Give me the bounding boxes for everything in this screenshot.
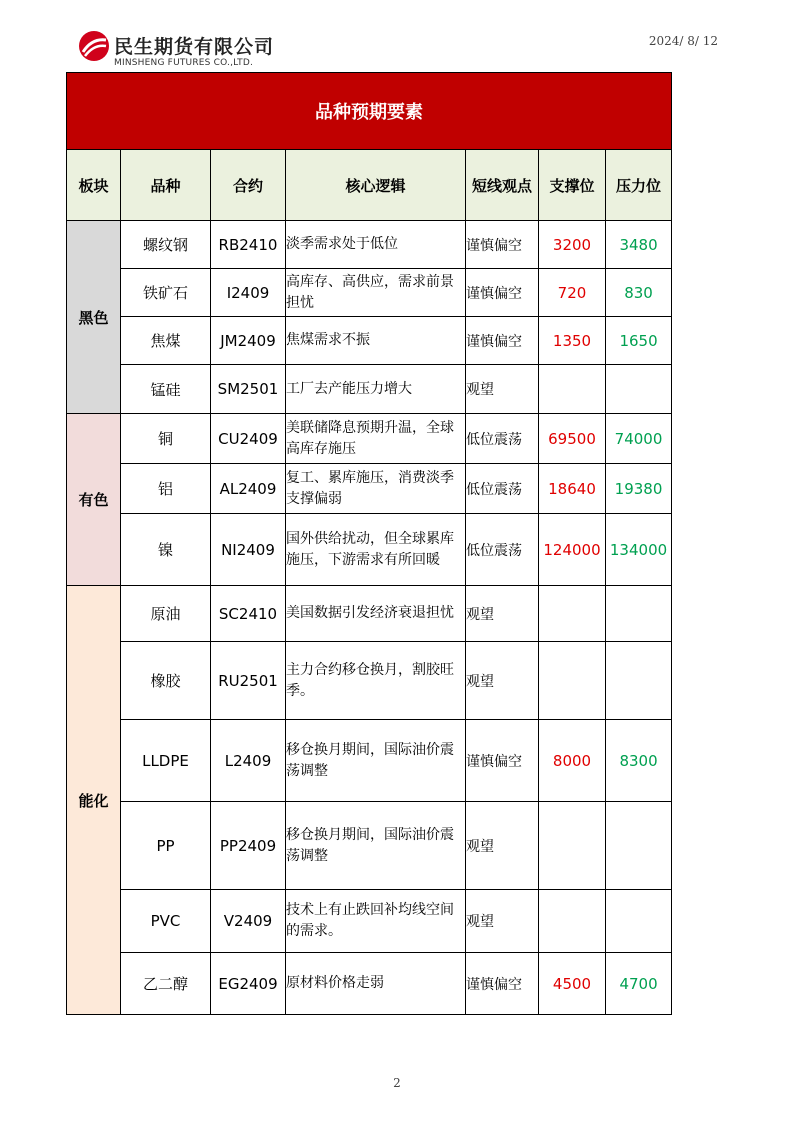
support-cell: 18640 xyxy=(539,464,606,514)
support-cell: 4500 xyxy=(539,953,606,1015)
variety-cell: 铝 xyxy=(121,464,211,514)
support-cell: 8000 xyxy=(539,720,606,802)
logic-cell: 原材料价格走弱 xyxy=(286,953,466,1015)
variety-cell: LLDPE xyxy=(121,720,211,802)
category-cell: 能化 xyxy=(67,586,121,1015)
variety-cell: 焦煤 xyxy=(121,317,211,365)
table-header-row xyxy=(67,150,672,221)
support-cell: 69500 xyxy=(539,414,606,464)
variety-expectation-table xyxy=(66,72,672,1015)
table-row xyxy=(67,802,672,890)
contract-cell: JM2409 xyxy=(211,317,286,365)
category-cell: 黑色 xyxy=(67,221,121,414)
view-cell: 低位震荡 xyxy=(466,514,539,586)
column-header: 品种 xyxy=(121,150,211,221)
column-header: 板块 xyxy=(67,150,121,221)
view-cell: 谨慎偏空 xyxy=(466,720,539,802)
view-cell: 谨慎偏空 xyxy=(466,221,539,269)
view-cell: 观望 xyxy=(466,365,539,414)
variety-cell: 镍 xyxy=(121,514,211,586)
logo-chinese-name: 民生期货有限公司 xyxy=(114,36,275,58)
contract-cell: AL2409 xyxy=(211,464,286,514)
contract-cell: CU2409 xyxy=(211,414,286,464)
variety-cell: 铜 xyxy=(121,414,211,464)
resistance-cell: 830 xyxy=(606,269,672,317)
logic-cell: 工厂去产能压力增大 xyxy=(286,365,466,414)
resistance-cell: 19380 xyxy=(606,464,672,514)
logic-cell: 移仓换月期间，国际油价震荡调整 xyxy=(286,720,466,802)
logic-cell: 移仓换月期间，国际油价震荡调整 xyxy=(286,802,466,890)
resistance-cell xyxy=(606,365,672,414)
table-row xyxy=(67,953,672,1015)
company-logo xyxy=(78,30,298,72)
variety-cell: 乙二醇 xyxy=(121,953,211,1015)
logo-emblem-icon xyxy=(78,30,110,62)
logic-cell: 淡季需求处于低位 xyxy=(286,221,466,269)
view-cell: 观望 xyxy=(466,890,539,953)
resistance-cell: 4700 xyxy=(606,953,672,1015)
variety-cell: 螺纹钢 xyxy=(121,221,211,269)
resistance-cell: 134000 xyxy=(606,514,672,586)
support-cell: 1350 xyxy=(539,317,606,365)
logic-cell: 焦煤需求不振 xyxy=(286,317,466,365)
logic-cell: 技术上有止跌回补均线空间的需求。 xyxy=(286,890,466,953)
view-cell: 低位震荡 xyxy=(466,414,539,464)
table-row xyxy=(67,414,672,464)
column-header: 合约 xyxy=(211,150,286,221)
table-row xyxy=(67,642,672,720)
support-cell xyxy=(539,642,606,720)
support-cell xyxy=(539,365,606,414)
resistance-cell: 1650 xyxy=(606,317,672,365)
logic-cell: 国外供给扰动，但全球累库施压，下游需求有所回暖 xyxy=(286,514,466,586)
contract-cell: NI2409 xyxy=(211,514,286,586)
resistance-cell xyxy=(606,890,672,953)
column-header: 支撑位 xyxy=(539,150,606,221)
support-cell xyxy=(539,586,606,642)
support-cell: 3200 xyxy=(539,221,606,269)
variety-cell: 锰硅 xyxy=(121,365,211,414)
page-number: 2 xyxy=(393,1076,401,1090)
resistance-cell xyxy=(606,586,672,642)
table-title: 品种预期要素 xyxy=(67,73,672,150)
view-cell: 谨慎偏空 xyxy=(466,317,539,365)
logic-cell: 复工、累库施压，消费淡季支撑偏弱 xyxy=(286,464,466,514)
resistance-cell xyxy=(606,802,672,890)
table-row xyxy=(67,720,672,802)
table-row xyxy=(67,586,672,642)
contract-cell: L2409 xyxy=(211,720,286,802)
logic-cell: 美联储降息预期升温，全球高库存施压 xyxy=(286,414,466,464)
table-row xyxy=(67,269,672,317)
table-row xyxy=(67,890,672,953)
column-header: 短线观点 xyxy=(466,150,539,221)
logic-cell: 美国数据引发经济衰退担忧 xyxy=(286,586,466,642)
resistance-cell: 8300 xyxy=(606,720,672,802)
contract-cell: SM2501 xyxy=(211,365,286,414)
contract-cell: I2409 xyxy=(211,269,286,317)
support-cell: 720 xyxy=(539,269,606,317)
resistance-cell: 74000 xyxy=(606,414,672,464)
contract-cell: PP2409 xyxy=(211,802,286,890)
variety-cell: 橡胶 xyxy=(121,642,211,720)
table-row xyxy=(67,365,672,414)
contract-cell: RB2410 xyxy=(211,221,286,269)
resistance-cell: 3480 xyxy=(606,221,672,269)
variety-cell: PP xyxy=(121,802,211,890)
table-row xyxy=(67,464,672,514)
variety-cell: 铁矿石 xyxy=(121,269,211,317)
support-cell xyxy=(539,802,606,890)
contract-cell: SC2410 xyxy=(211,586,286,642)
logic-cell: 高库存、高供应，需求前景担忧 xyxy=(286,269,466,317)
view-cell: 低位震荡 xyxy=(466,464,539,514)
view-cell: 观望 xyxy=(466,802,539,890)
variety-cell: 原油 xyxy=(121,586,211,642)
report-date: 2024/ 8/ 12 xyxy=(648,34,718,48)
contract-cell: RU2501 xyxy=(211,642,286,720)
column-header: 核心逻辑 xyxy=(286,150,466,221)
table-row xyxy=(67,514,672,586)
contract-cell: EG2409 xyxy=(211,953,286,1015)
contract-cell: V2409 xyxy=(211,890,286,953)
view-cell: 谨慎偏空 xyxy=(466,269,539,317)
resistance-cell xyxy=(606,642,672,720)
support-cell: 124000 xyxy=(539,514,606,586)
table-row xyxy=(67,221,672,269)
category-cell: 有色 xyxy=(67,414,121,586)
column-header: 压力位 xyxy=(606,150,672,221)
support-cell xyxy=(539,890,606,953)
logic-cell: 主力合约移仓换月，割胶旺季。 xyxy=(286,642,466,720)
view-cell: 观望 xyxy=(466,586,539,642)
view-cell: 谨慎偏空 xyxy=(466,953,539,1015)
table-row xyxy=(67,317,672,365)
variety-cell: PVC xyxy=(121,890,211,953)
logo-english-name: MINSHENG FUTURES CO.,LTD. xyxy=(114,58,254,68)
view-cell: 观望 xyxy=(466,642,539,720)
